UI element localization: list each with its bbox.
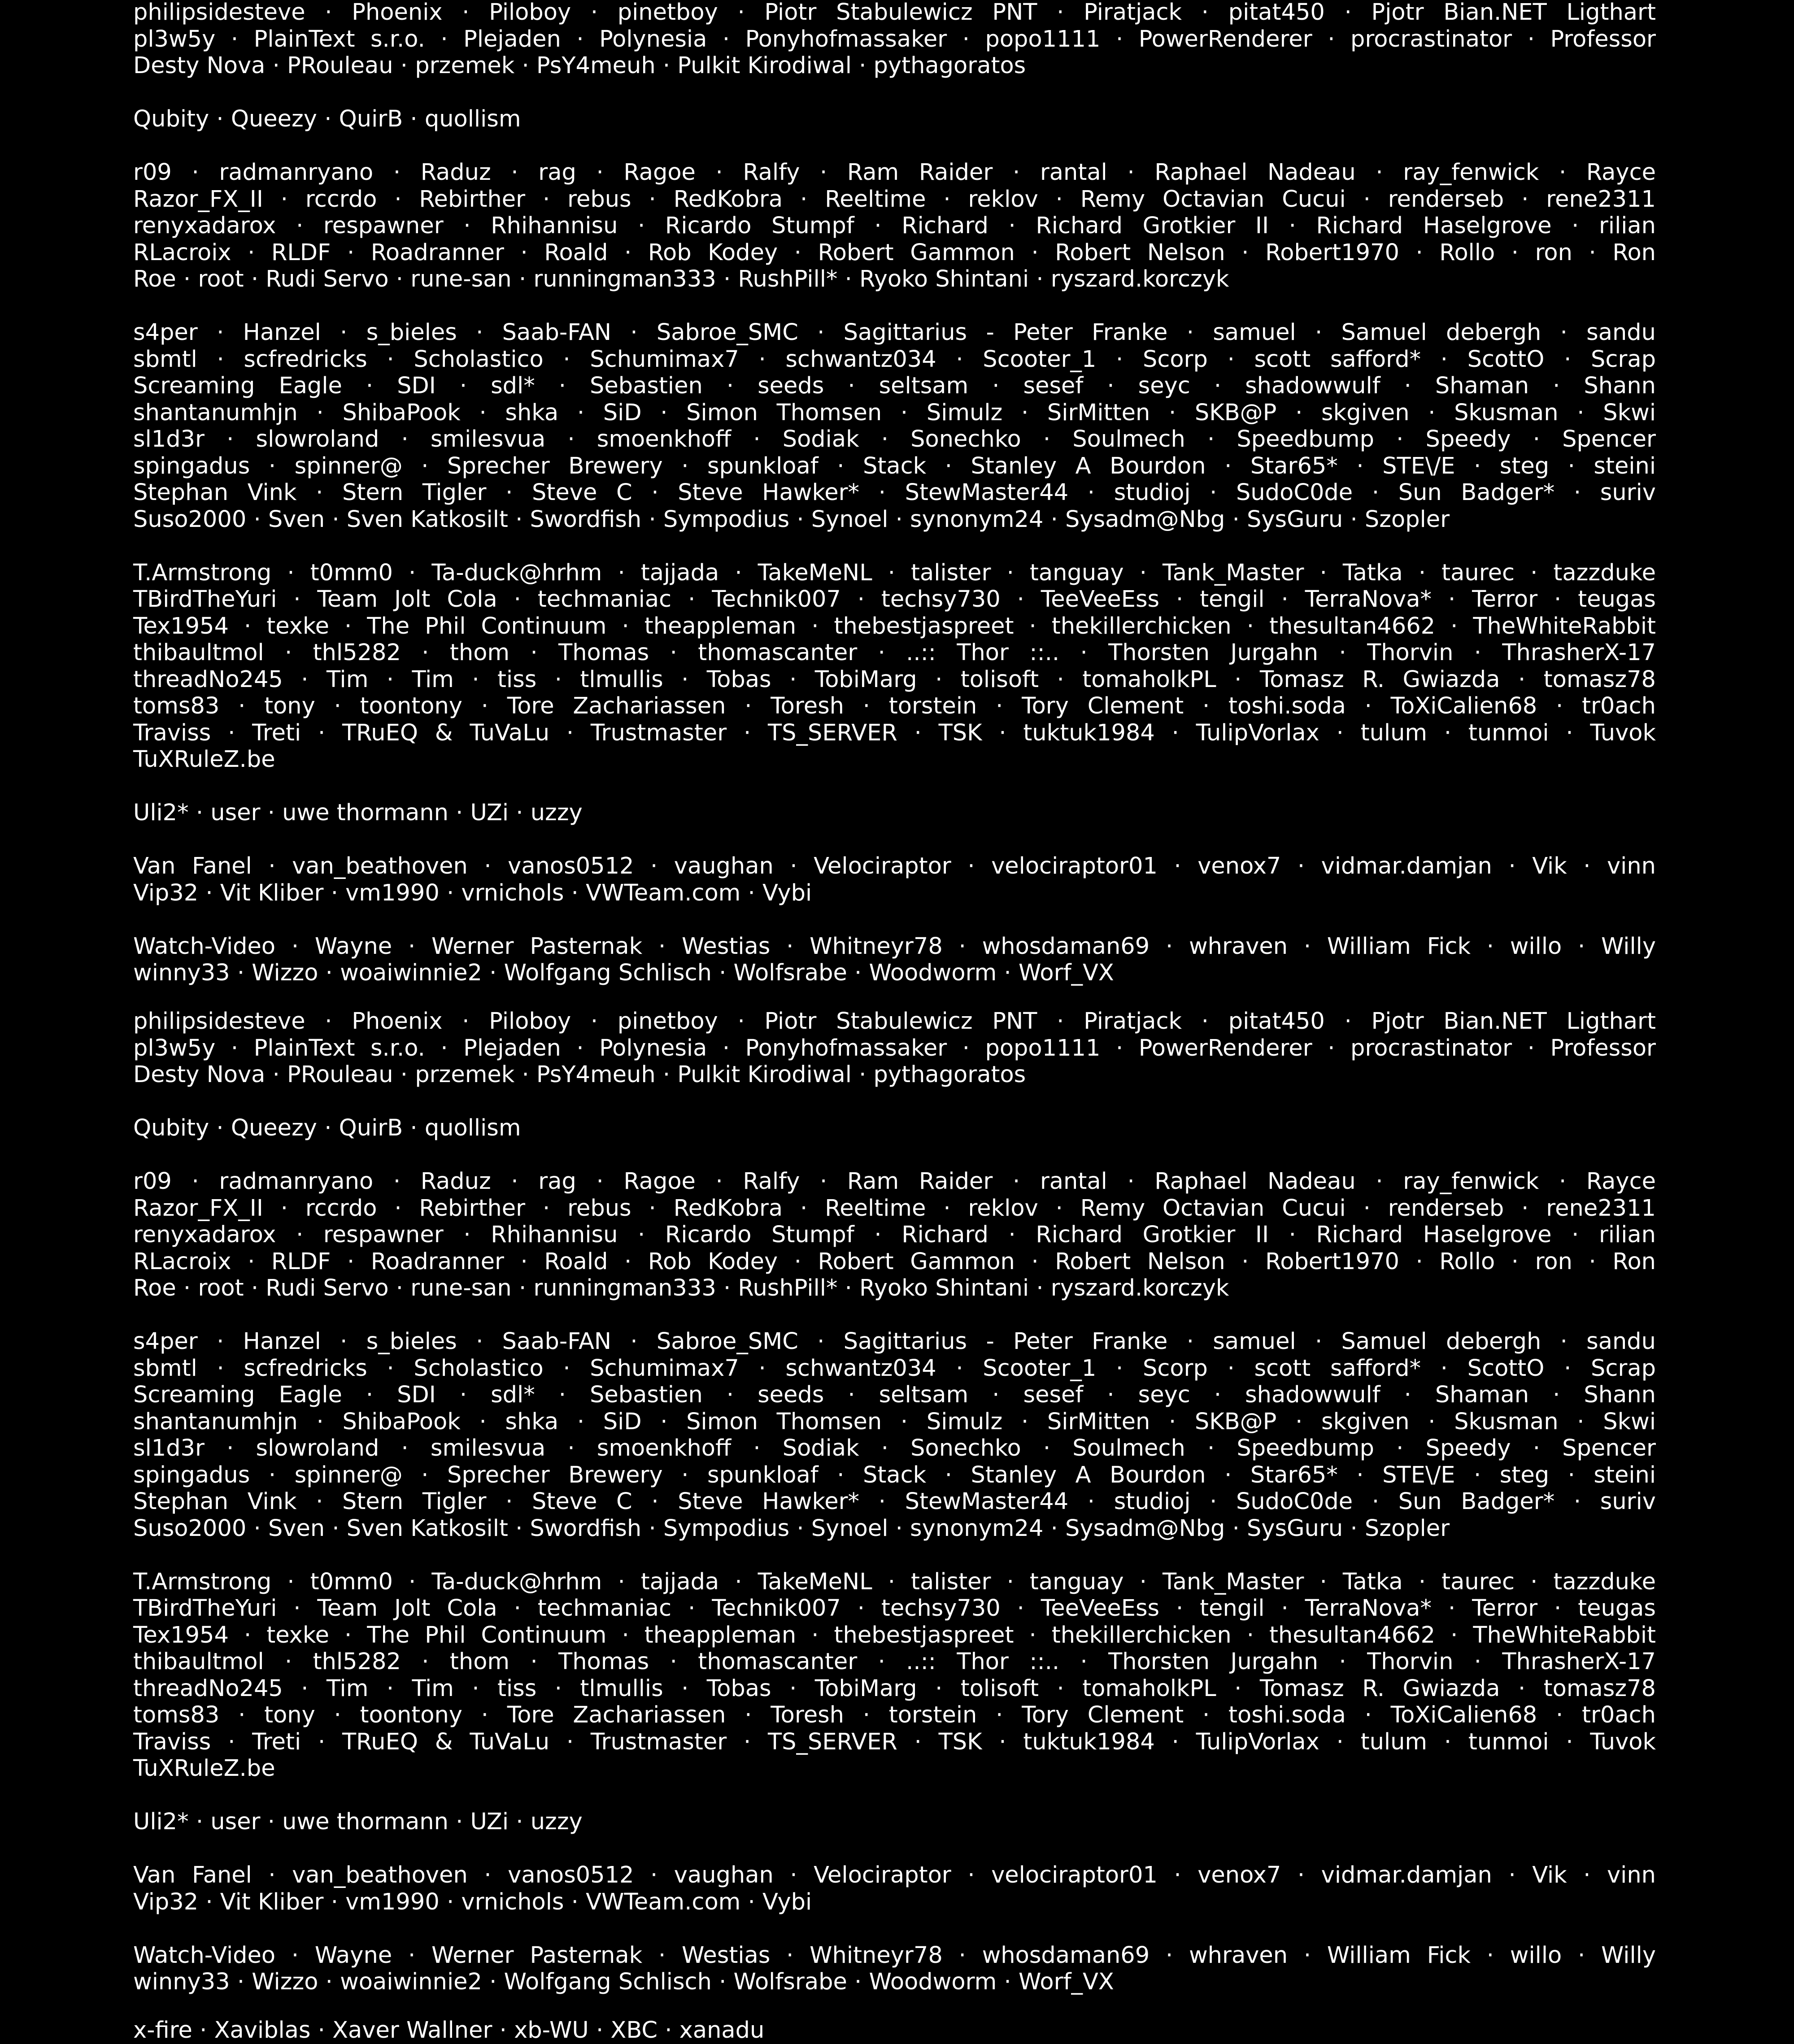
credits-line: pl3w5y · PlainText s.r.o. · Plejaden · Polynesia · Ponyhofmassaker · popo1111 · PowerRenderer · procrastinator · Professor xyxy=(133,1035,1656,1061)
credits-line: Vip32 · Vit Kliber · vm1990 · vrnichols · VWTeam.com · Vybi xyxy=(133,879,812,906)
credits-line: philipsidesteve · Phoenix · Piloboy · pinetboy · Piotr Stabulewicz PNT · Piratjack · pitat450 · Pjotr Bian.NET Ligthart xyxy=(133,1008,1656,1035)
credits-line: Qubity · Queezy · QuirB · quollism xyxy=(133,106,521,132)
credits-line: Stephan Vink · Stern Tigler · Steve C · Steve Hawker* · StewMaster44 · studioj · SudoC0de · Sun Badger* · suriv xyxy=(133,479,1656,506)
credits-line: s4per · Hanzel · s_bieles · Saab-FAN · Sabroe_SMC · Sagittarius - Peter Franke · samuel · Samuel debergh · sandu xyxy=(133,319,1656,346)
credits-line: Qubity · Queezy · QuirB · quollism xyxy=(133,1115,521,1141)
credits-line: threadNo245 · Tim · Tim · tiss · tlmullis · Tobas · TobiMarg · tolisoft · tomaholkPL · Tomasz R. Gwiazda · tomasz78 xyxy=(133,666,1656,693)
credits-letter-group xyxy=(0,1115,1794,1142)
credits-line: shantanumhjn · ShibaPook · shka · SiD · Simon Thomsen · Simulz · SirMitten · SKB@P · skgiven · Skusman · Skwi xyxy=(133,1408,1656,1435)
credits-line: Stephan Vink · Stern Tigler · Steve C · Steve Hawker* · StewMaster44 · studioj · SudoC0de · Sun Badger* · suriv xyxy=(133,1488,1656,1515)
credits-line: T.Armstrong · t0mm0 · Ta-duck@hrhm · tajjada · TakeMeNL · talister · tanguay · Tank_Master · Tatka · taurec · tazzduke xyxy=(133,1568,1656,1595)
credits-line: Desty Nova · PRouleau · przemek · PsY4meuh · Pulkit Kirodiwal · pythagoratos xyxy=(133,52,1026,79)
credits-line: TBirdTheYuri · Team Jolt Cola · techmaniac · Technik007 · techsy730 · TeeVeeEss · tengil · TerraNova* · Terror · teugas xyxy=(133,1595,1656,1622)
credits-line: T.Armstrong · t0mm0 · Ta-duck@hrhm · tajjada · TakeMeNL · talister · tanguay · Tank_Master · Tatka · taurec · tazzduke xyxy=(133,559,1656,586)
credits-line: Traviss · Treti · TRuEQ & TuVaLu · Trustmaster · TS_SERVER · TSK · tuktuk1984 · TulipVorlax · tulum · tunmoi · Tuvok xyxy=(133,719,1656,746)
credits-line: pl3w5y · PlainText s.r.o. · Plejaden · Polynesia · Ponyhofmassaker · popo1111 · PowerRenderer · procrastinator · Professor xyxy=(133,26,1656,52)
credits-line: TuXRuleZ.be xyxy=(133,1755,275,1782)
credits-line: renyxadarox · respawner · Rhihannisu · Ricardo Stumpf · Richard · Richard Grotkier II · Richard Haselgrove · rilian xyxy=(133,213,1656,239)
credits-letter-group xyxy=(0,106,1794,133)
credits-text-block xyxy=(0,1008,1794,2022)
credits-line: winny33 · Wizzo · woaiwinnie2 · Wolfgang Schlisch · Wolfsrabe · Woodworm · Worf_VX xyxy=(133,1969,1114,1995)
credits-line: Suso2000 · Sven · Sven Katkosilt · Swordfish · Sympodius · Synoel · synonym24 · Sysadm@Nbg · SysGuru · Szopler xyxy=(133,506,1450,533)
credits-line: r09 · radmanryano · Raduz · rag · Ragoe · Ralfy · Ram Raider · rantal · Raphael Nadeau · ray_fenwick · Rayce xyxy=(133,1168,1656,1195)
credits-line: Screaming Eagle · SDI · sdl* · Sebastien · seeds · seltsam · sesef · seyc · shadowwulf · Shaman · Shann xyxy=(133,373,1656,399)
credits-letter-group xyxy=(0,1008,1794,1088)
credits-line: s4per · Hanzel · s_bieles · Saab-FAN · Sabroe_SMC · Sagittarius - Peter Franke · samuel · Samuel debergh · sandu xyxy=(133,1328,1656,1355)
credits-line: Van Fanel · van_beathoven · vanos0512 · vaughan · Velociraptor · velociraptor01 · venox7 · vidmar.damjan · Vik · vinn xyxy=(133,853,1656,879)
credits-letter-group xyxy=(0,1328,1794,1542)
credits-line: spingadus · spinner@ · Sprecher Brewery · spunkloaf · Stack · Stanley A Bourdon · Star65* · STE\/E · steg · steini xyxy=(133,1461,1656,1488)
credits-letter-group xyxy=(0,933,1794,987)
credits-line: thibaultmol · thl5282 · thom · Thomas · thomascanter · ..:: Thor ::.. · Thorsten Jurgahn · Thorvin · ThrasherX-17 xyxy=(133,639,1656,666)
credits-line: Uli2* · user · uwe thormann · UZi · uzzy xyxy=(133,800,583,826)
group-spacer xyxy=(0,79,1794,106)
credits-line: shantanumhjn · ShibaPook · shka · SiD · Simon Thomsen · Simulz · SirMitten · SKB@P · skgiven · Skusman · Skwi xyxy=(133,399,1656,426)
credits-line: threadNo245 · Tim · Tim · tiss · tlmullis · Tobas · TobiMarg · tolisoft · tomaholkPL · Tomasz R. Gwiazda · tomasz78 xyxy=(133,1675,1656,1702)
credits-letter-group xyxy=(0,319,1794,533)
credits-line: Van Fanel · van_beathoven · vanos0512 · vaughan · Velociraptor · velociraptor01 · venox7 · vidmar.damjan · Vik · vinn xyxy=(133,1862,1656,1888)
credits-line: toms83 · tony · toontony · Tore Zachariassen · Toresh · torstein · Tory Clement · toshi.soda · ToXiCalien68 · tr0ach xyxy=(133,1702,1656,1728)
group-spacer xyxy=(0,533,1794,560)
credits-line: TBirdTheYuri · Team Jolt Cola · techmaniac · Technik007 · techsy730 · TeeVeeEss · tengil · TerraNova* · Terror · teugas xyxy=(133,586,1656,613)
credits-line: sl1d3r · slowroland · smilesvua · smoenkhoff · Sodiak · Sonechko · Soulmech · Speedbump · Speedy · Spencer xyxy=(133,426,1656,452)
group-spacer xyxy=(0,1835,1794,1862)
credits-line: Traviss · Treti · TRuEQ & TuVaLu · Trustmaster · TS_SERVER · TSK · tuktuk1984 · TulipVorlax · tulum · tunmoi · Tuvok xyxy=(133,1728,1656,1755)
credits-line: winny33 · Wizzo · woaiwinnie2 · Wolfgang Schlisch · Wolfsrabe · Woodworm · Worf_VX xyxy=(133,960,1114,986)
credits-line: spingadus · spinner@ · Sprecher Brewery · spunkloaf · Stack · Stanley A Bourdon · Star65* · STE\/E · steg · steini xyxy=(133,452,1656,479)
credits-line: Razor_FX_II · rccrdo · Rebirther · rebus · RedKobra · Reeltime · reklov · Remy Octavian Cucui · renderseb · rene2311 xyxy=(133,1195,1656,1222)
credits-line: Suso2000 · Sven · Sven Katkosilt · Swordfish · Sympodius · Synoel · synonym24 · Sysadm@Nbg · SysGuru · Szopler xyxy=(133,1515,1450,1542)
group-spacer xyxy=(0,1302,1794,1329)
credits-line: Tex1954 · texke · The Phil Continuum · theappleman · thebestjaspreet · thekillerchicken · thesultan4662 · TheWhiteRabbit xyxy=(133,1622,1656,1648)
group-spacer xyxy=(0,826,1794,853)
credits-line: thibaultmol · thl5282 · thom · Thomas · thomascanter · ..:: Thor ::.. · Thorsten Jurgahn · Thorvin · ThrasherX-17 xyxy=(133,1648,1656,1675)
credits-line: philipsidesteve · Phoenix · Piloboy · pinetboy · Piotr Stabulewicz PNT · Piratjack · pitat450 · Pjotr Bian.NET Ligthart xyxy=(133,0,1656,26)
credits-line: RLacroix · RLDF · Roadranner · Roald · Rob Kodey · Robert Gammon · Robert Nelson · Robert1970 · Rollo · ron · Ron xyxy=(133,239,1656,266)
credits-line: TuXRuleZ.be xyxy=(133,746,275,773)
credits-letter-group xyxy=(0,1168,1794,1302)
credits-letter-group xyxy=(0,800,1794,826)
credits-line: Uli2* · user · uwe thormann · UZi · uzzy xyxy=(133,1809,583,1835)
credits-line: Vip32 · Vit Kliber · vm1990 · vrnichols · VWTeam.com · Vybi xyxy=(133,1888,812,1915)
credits-line: Roe · root · Rudi Servo · rune-san · runningman333 · RushPill* · Ryoko Shintani · ryszard.korczyk xyxy=(133,266,1229,292)
credits-line: Razor_FX_II · rccrdo · Rebirther · rebus · RedKobra · Reeltime · reklov · Remy Octavian Cucui · renderseb · rene2311 xyxy=(133,186,1656,213)
credits-line: sbmtl · scfredricks · Scholastico · Schumimax7 · schwantz034 · Scooter_1 · Scorp · scott safford* · ScottO · Scrap xyxy=(133,346,1656,373)
group-spacer xyxy=(0,906,1794,933)
credits-line: Desty Nova · PRouleau · przemek · PsY4meuh · Pulkit Kirodiwal · pythagoratos xyxy=(133,1061,1026,1088)
credits-line: Watch-Video · Wayne · Werner Pasternak · Westias · Whitneyr78 · whosdaman69 · whraven · William Fick · willo · Willy xyxy=(133,1942,1656,1969)
group-spacer xyxy=(0,133,1794,160)
group-spacer xyxy=(0,1915,1794,1942)
credits-letter-group xyxy=(0,853,1794,906)
group-spacer xyxy=(0,293,1794,320)
group-spacer xyxy=(0,1542,1794,1569)
credits-line: Screaming Eagle · SDI · sdl* · Sebastien · seeds · seltsam · sesef · seyc · shadowwulf · Shaman · Shann xyxy=(133,1382,1656,1408)
credits-letter-group xyxy=(0,1809,1794,1835)
credits-letter-group xyxy=(0,1862,1794,1915)
credits-line: Tex1954 · texke · The Phil Continuum · theappleman · thebestjaspreet · thekillerchicken · thesultan4662 · TheWhiteRabbit xyxy=(133,613,1656,639)
group-spacer xyxy=(0,773,1794,800)
credits-line: sl1d3r · slowroland · smilesvua · smoenkhoff · Sodiak · Sonechko · Soulmech · Speedbump · Speedy · Spencer xyxy=(133,1435,1656,1461)
credits-letter-group xyxy=(0,1569,1794,1782)
credits-line: x-fire · Xaviblas · Xaver Wallner · xb-WU · XBC · xanadu xyxy=(133,2017,765,2044)
credits-line: Watch-Video · Wayne · Werner Pasternak · Westias · Whitneyr78 · whosdaman69 · whraven · William Fick · willo · Willy xyxy=(133,933,1656,960)
credits-line: r09 · radmanryano · Raduz · rag · Ragoe · Ralfy · Ram Raider · rantal · Raphael Nadeau · ray_fenwick · Rayce xyxy=(133,159,1656,186)
credits-letter-group xyxy=(0,1942,1794,1996)
group-spacer xyxy=(0,1782,1794,1809)
credits-line: RLacroix · RLDF · Roadranner · Roald · Rob Kodey · Robert Gammon · Robert Nelson · Robert1970 · Rollo · ron · Ron xyxy=(133,1248,1656,1275)
credits-line: Roe · root · Rudi Servo · rune-san · runningman333 · RushPill* · Ryoko Shintani · ryszard.korczyk xyxy=(133,1275,1229,1301)
credits-letter-group xyxy=(0,0,1794,79)
credits-letter-group xyxy=(0,560,1794,773)
credits-tail-block xyxy=(0,2017,1794,2044)
credits-letter-group xyxy=(0,159,1794,293)
group-spacer xyxy=(0,1088,1794,1115)
group-spacer xyxy=(0,1142,1794,1169)
credits-line: renyxadarox · respawner · Rhihannisu · Ricardo Stumpf · Richard · Richard Grotkier II · Richard Haselgrove · rilian xyxy=(133,1222,1656,1248)
credits-text-block xyxy=(0,0,1794,1013)
credits-line: sbmtl · scfredricks · Scholastico · Schumimax7 · schwantz034 · Scooter_1 · Scorp · scott safford* · ScottO · Scrap xyxy=(133,1355,1656,1382)
credits-line: toms83 · tony · toontony · Tore Zachariassen · Toresh · torstein · Tory Clement · toshi.soda · ToXiCalien68 · tr0ach xyxy=(133,693,1656,719)
